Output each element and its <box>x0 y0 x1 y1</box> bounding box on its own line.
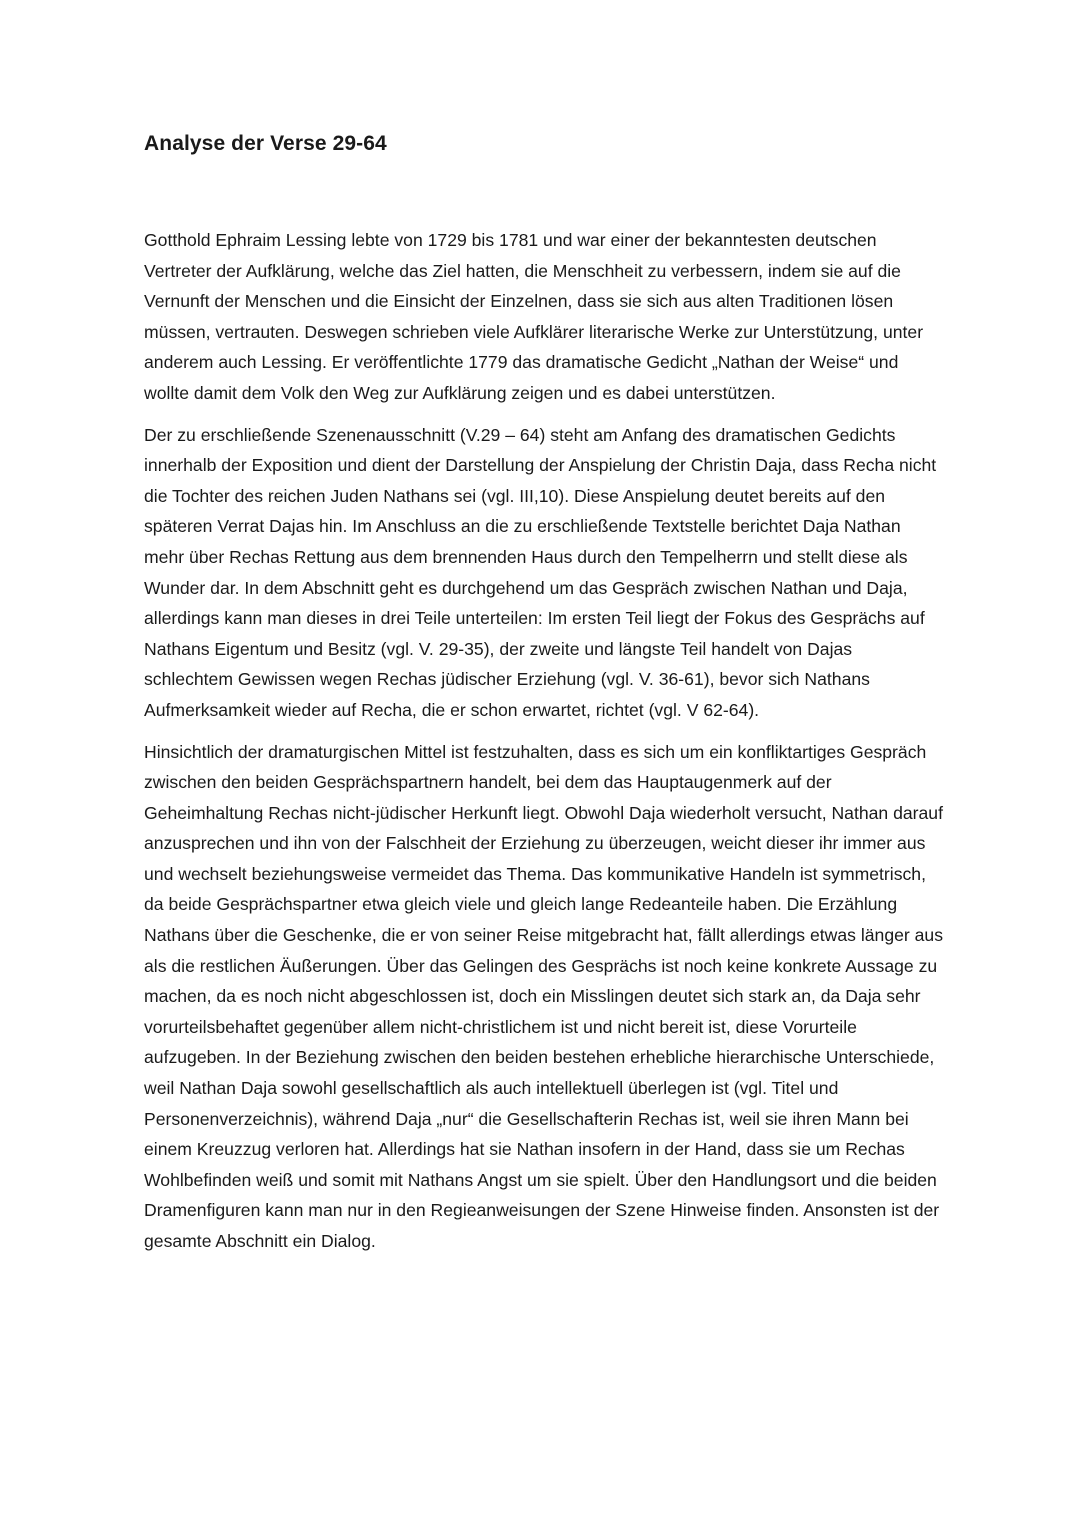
paragraph-introduction: Gotthold Ephraim Lessing lebte von 1729 bis 1781 und war einer der bekanntesten deutschen Vertreter der Aufklärung, welche das Ziel hatten, die Menschheit zu verbessern, indem sie auf die Vernunft der Menschen und die Einsicht der Einzelnen, dass sie sich aus alten Traditionen lösen müssen, vertrauten. Deswegen schrieben viele Aufklärer literarische Werke zur Unterstützung, unter anderem auch Lessing. Er veröffentlichte 1779 das dramatische Gedicht „Nathan der Weise“ und wollte damit dem Volk den Weg zur Aufklärung zeigen und es dabei unterstützen. <box>144 230 924 403</box>
document-page <box>144 128 944 1268</box>
paragraph-dramaturgy: Hinsichtlich der dramaturgischen Mittel ist festzuhalten, dass es sich um ein konfliktartiges Gespräch zwischen den beiden Gesprächspartnern handelt, bei dem das Hauptaugenmerk auf der Geheimhaltung Rechas nicht-jüdischer Herkunft liegt. Obwohl Daja wiederholt versucht, Nathan darauf anzusprechen und ihn von der Falschheit der Erziehung zu überzeugen, weicht dieser ihr immer aus und wechselt beziehungsweise vermeidet das Thema. Das kommunikative Handeln ist symmetrisch, da beide Gesprächspartner etwa gleich viele und gleich lange Redeanteile haben. Die Erzählung Nathans über die Geschenke, die er von seiner Reise mitgebracht hat, fällt allerdings etwas länger aus als die restlichen Äußerungen. Über das Gelingen des Gesprächs ist noch keine konkrete Aussage zu machen, da es noch nicht abgeschlossen ist, doch ein Misslingen deutet sich stark an, da Daja sehr vorurteilsbehaftet gegenüber allem nicht-christlichem ist und nicht bereit ist, diese Vorurteile aufzugeben. In der Beziehung zwischen den beiden bestehen erhebliche hierarchische Unterschiede, weil Nathan Daja sowohl gesellschaftlich als auch intellektuell überlegen ist (vgl. Titel und Personenverzeichnis), während Daja „nur“ die Gesellschafterin Rechas ist, weil sie ihren Mann bei einem Kreuzzug verloren hat. Allerdings hat sie Nathan insofern in der Hand, dass sie um Rechas Wohlbefinden weiß und somit mit Nathans Angst um sie spielt. Über den Handlungsort und die beiden Dramenfiguren kann man nur in den Regieanweisungen der Szene Hinweise finden. Ansonsten ist der gesamte Abschnitt ein Dialog. <box>144 741 944 1251</box>
paragraph-scene-context: Der zu erschließende Szenenausschnitt (V.29 – 64) steht am Anfang des dramatischen Gedichts innerhalb der Exposition und dient der Darstellung der Anspielung der Christin Daja, dass Recha nicht die Tochter des reichen Juden Nathans sei (vgl. III,10). Diese Anspielung deutet bereits auf den späteren Verrat Dajas hin. Im Anschluss an die zu erschließende Textstelle berichtet Daja Nathan mehr über Rechas Rettung aus dem brennenden Haus durch den Tempelherrn und stellt diese als Wunder dar. In dem Abschnitt geht es durchgehend um das Gespräch zwischen Nathan und Daja, allerdings kann man dieses in drei Teile unterteilen: Im ersten Teil liegt der Fokus des Gesprächs auf Nathans Eigentum und Besitz (vgl. V. 29-35), der zweite und längste Teil handelt von Dajas schlechtem Gewissen wegen Rechas jüdischer Erziehung (vgl. V. 36-61), bevor sich Nathans Aufmerksamkeit wieder auf Recha, die er schon erwartet, richtet (vgl. V 62-64). <box>144 424 937 720</box>
document-title: Analyse der Verse 29-64 <box>144 132 387 155</box>
document-body <box>144 225 944 1257</box>
